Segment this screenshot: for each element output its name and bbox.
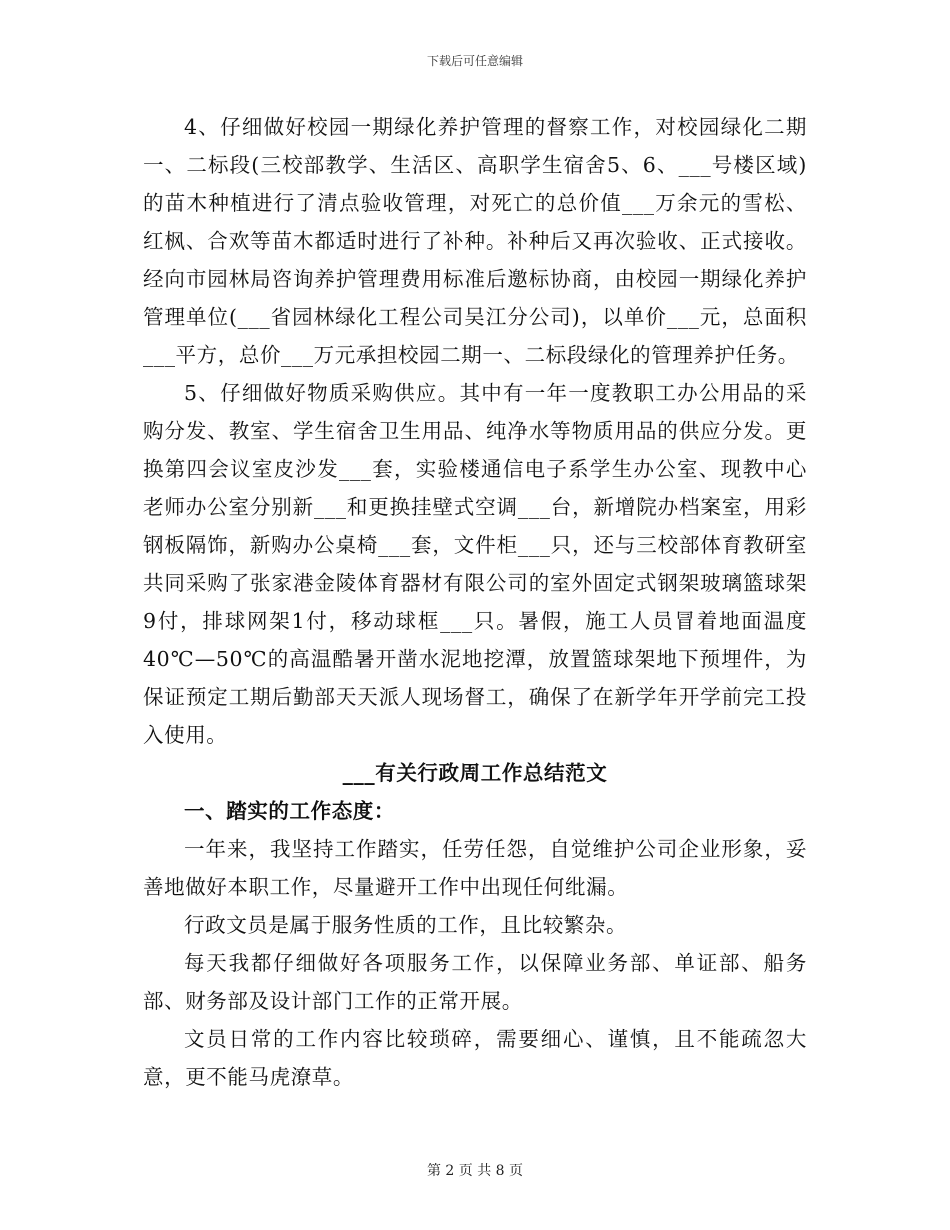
paragraph-attitude-2: 行政文员是属于服务性质的工作，且比较繁杂。 bbox=[184, 913, 628, 937]
paragraph-attitude-4: 文员日常的工作内容比较琐碎，需要细心、谨慎，且不能疏忽大意，更不能马虎潦草。 bbox=[143, 1027, 807, 1089]
page-number-footer: 第 2 页 共 8 页 bbox=[426, 1163, 524, 1179]
document-body bbox=[143, 108, 807, 1096]
paragraph-attitude-1: 一年来，我坚持工作踏实，任劳任怨，自觉维护公司企业形象，妥善地做好本职工作，尽量避开工作中出现任何纰漏。 bbox=[143, 837, 807, 899]
paragraph-attitude-3: 每天我都仔细做好各项服务工作，以保障业务部、单证部、船务部、财务部及设计部门工作的正常开展。 bbox=[143, 951, 807, 1013]
page-header-note: 下载后可任意编辑 bbox=[426, 54, 523, 68]
paragraph-item-4: 4、仔细做好校园一期绿化养护管理的督察工作，对校园绿化二期一、二标段(三校部教学、生活区、高职学生宿舍5、6、___号楼区域)的苗木种植进行了清点验收管理，对死亡的总价值___万余元的雪松、红枫、合欢等苗木都适时进行了补种。补种后又再次验收、正式接收。经向市园林局咨询养护管理费用标准后邀标协商，由校园一期绿化养护管理单位(___省园林绿化工程公司吴江分公司)，以单价___元，总面积___平方，总价___万元承担校园二期一、二标段绿化的管理养护任务。 bbox=[143, 115, 807, 367]
section-heading: 一、踏实的工作态度： bbox=[184, 799, 395, 823]
paragraph-item-5: 5、仔细做好物质采购供应。其中有一年一度教职工办公用品的采购分发、教室、学生宿舍卫生用品、纯净水等物质用品的供应分发。更换第四会议室皮沙发___套，实验楼通信电子系学生办公室、现教中心老师办公室分别新___和更换挂壁式空调___台，新增院办档案室，用彩钢板隔饰，新购办公桌椅___套，文件柜___只，还与三校部体育教研室共同采购了张家港金陵体育器材有限公司的室外固定式钢架玻璃篮球架9付，排球网架1付，移动球框___只。暑假，施工人员冒着地面温度40℃—50℃的高温酷暑开凿水泥地挖潭，放置篮球架地下预埋件，为保证预定工期后勤部天天派人现场督工，确保了在新学年开学前完工投入使用。 bbox=[143, 381, 807, 747]
section-title: ___有关行政周工作总结范文 bbox=[342, 761, 608, 785]
